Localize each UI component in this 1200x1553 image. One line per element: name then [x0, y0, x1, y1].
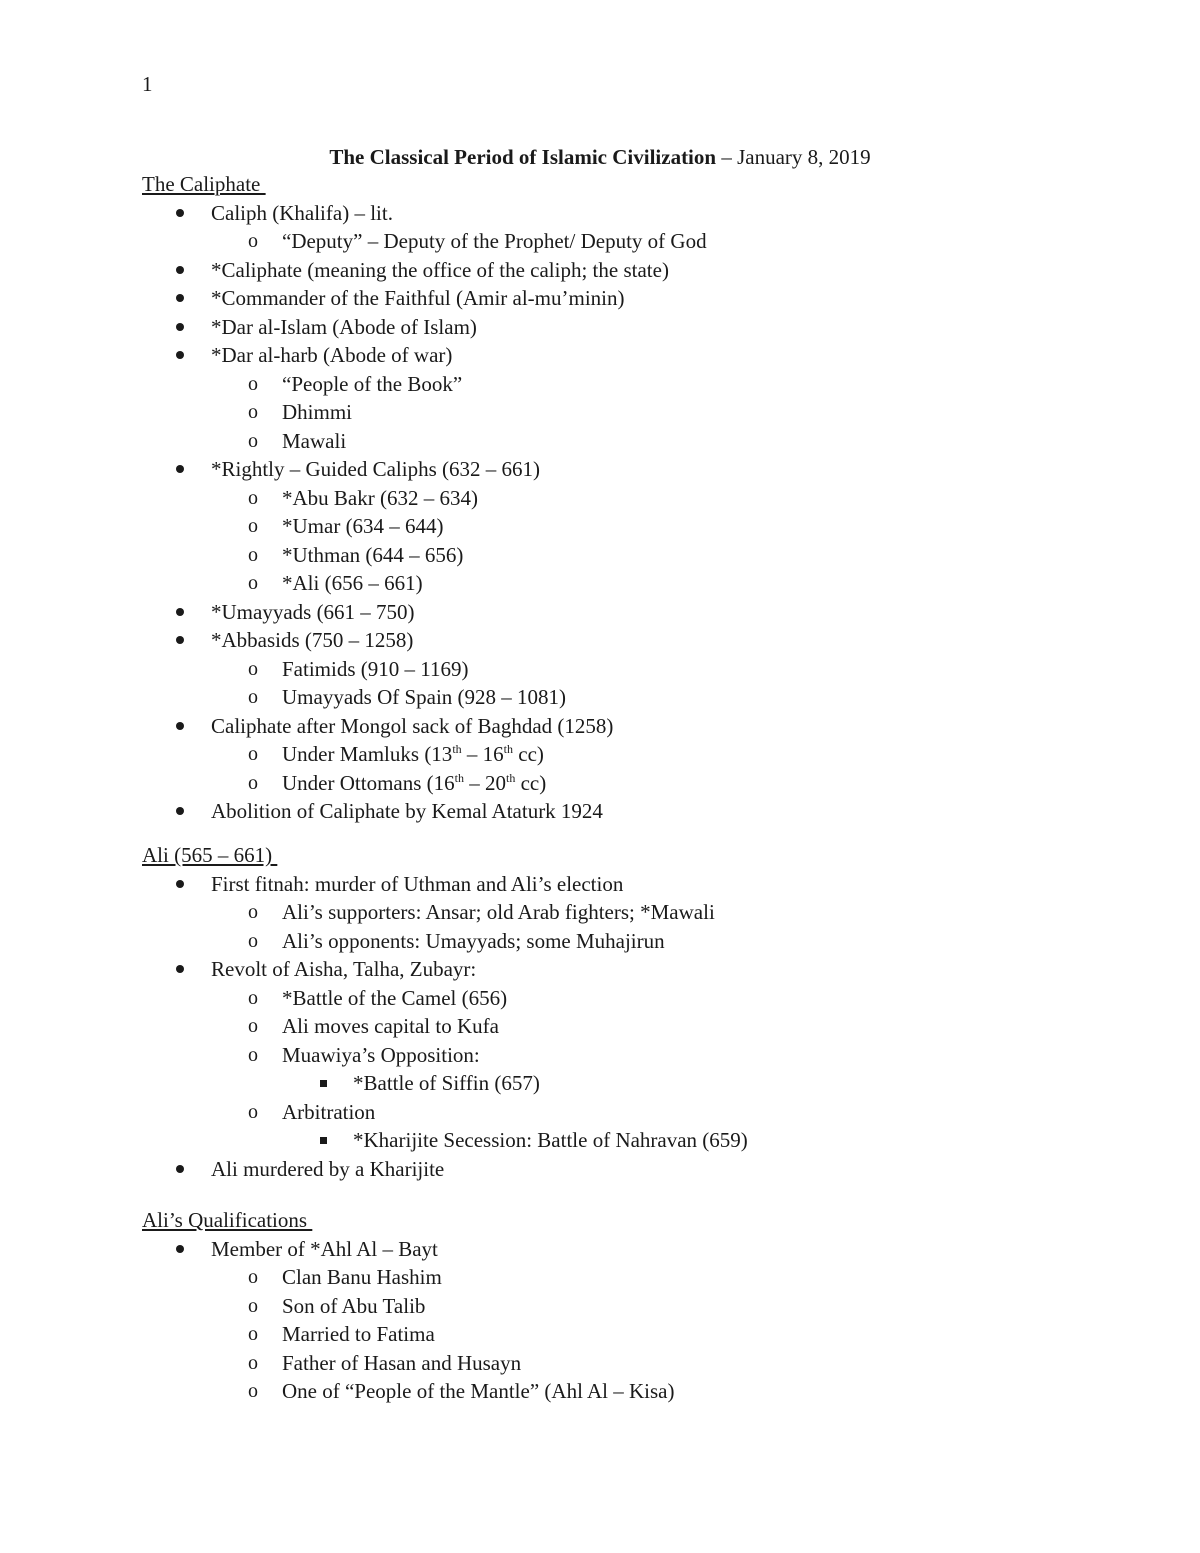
list-item [142, 541, 1142, 570]
bullet-disc-icon [176, 1165, 184, 1173]
list-item-text: Father of Hasan and Husayn [282, 1350, 522, 1375]
list-item [142, 898, 1142, 927]
list-item [142, 769, 1142, 798]
list-item-text: Son of Abu Talib [282, 1293, 426, 1318]
list-item-text: One of “People of the Mantle” (Ahl Al – Kisa) [282, 1379, 675, 1403]
bullet-disc-icon [176, 294, 184, 302]
list-item [142, 1292, 1142, 1321]
list-item-text: Muawiya’s Opposition: [282, 1042, 480, 1067]
list-item [142, 1377, 1142, 1406]
superscript: th [505, 770, 516, 785]
list-item-text: “People of the Book” [282, 371, 463, 396]
bullet-disc-icon [176, 323, 184, 331]
list-item [142, 955, 1142, 984]
list-item [142, 598, 1142, 627]
list-item [142, 1098, 1142, 1127]
list-item-text: First fitnah: murder of Uthman and Ali’s election [211, 871, 624, 896]
bullet-square-icon [320, 1080, 327, 1087]
list-item-text: *Umar (634 – 644) [282, 514, 444, 538]
list-item [142, 256, 1142, 285]
bullet-circle-icon: o [248, 657, 258, 680]
list-item [142, 1155, 1142, 1184]
list-item [142, 626, 1142, 655]
page-number: 1 [142, 72, 153, 96]
list-item-text: Arbitration [282, 1099, 376, 1124]
bullet-disc-icon [176, 465, 184, 473]
bullet-circle-icon: o [248, 230, 258, 252]
list-item [142, 1012, 1142, 1041]
bullet-circle-icon: o [248, 929, 258, 952]
bullet-circle-icon: o [248, 1100, 258, 1123]
list-item [142, 712, 1142, 741]
list-item-text: Member of *Ahl Al – Bayt [211, 1236, 438, 1261]
list-item [142, 797, 1142, 826]
list-item-text: Married to Fatima [282, 1322, 435, 1346]
list-item-text: Revolt of Aisha, Talha, Zubayr: [211, 957, 477, 981]
bullet-disc-icon [176, 965, 184, 973]
list-item-text: *Dar al-harb (Abode of war) [211, 343, 453, 367]
list-item-text: *Abu Bakr (632 – 634) [282, 485, 478, 510]
list-item [142, 484, 1142, 513]
list-item [142, 427, 1142, 456]
text-part: – 20 [463, 770, 506, 795]
list-item-text: *Battle of the Camel (656) [282, 985, 508, 1010]
list-item [142, 870, 1142, 899]
bullet-disc-icon [176, 351, 184, 359]
list-item-text: Clan Banu Hashim [282, 1265, 442, 1289]
list-item [142, 927, 1142, 956]
superscript: th [503, 742, 513, 756]
bullet-circle-icon: o [248, 1323, 258, 1345]
list-item [142, 1069, 1142, 1098]
bullet-disc-icon [176, 266, 184, 274]
list-item-text [282, 742, 544, 766]
bullet-disc-icon [176, 722, 184, 730]
superscript: th [454, 770, 464, 785]
list-item-text: Caliphate after Mongol sack of Baghdad (1258) [211, 713, 614, 738]
list-item-text: *Caliphate (meaning the office of the caliph; the state) [211, 257, 669, 282]
bullet-disc-icon [176, 807, 184, 815]
list-item [142, 227, 1142, 256]
section-alis-qualifications [142, 1206, 1142, 1406]
list-item-text: Dhimmi [282, 400, 353, 424]
bullet-disc-icon [176, 880, 184, 888]
list-item [142, 199, 1142, 228]
bullet-circle-icon: o [248, 543, 258, 566]
list-item-text: Abolition of Caliphate by Kemal Ataturk 1924 [211, 799, 603, 823]
outline-list [142, 870, 1142, 1184]
section-heading: The Caliphate [142, 172, 266, 196]
list-item-text: *Uthman (644 – 656) [282, 542, 464, 567]
bullet-circle-icon: o [248, 771, 258, 794]
text-part: Under Mamluks (13 [282, 742, 453, 766]
list-item [142, 341, 1142, 370]
text-part: cc) [513, 742, 544, 766]
bullet-square-icon [320, 1137, 327, 1144]
bullet-circle-icon: o [248, 572, 258, 594]
page-title [0, 144, 1200, 170]
list-item [142, 398, 1142, 427]
bullet-circle-icon: o [248, 429, 258, 452]
list-item [142, 1041, 1142, 1070]
list-item-text: *Kharijite Secession: Battle of Nahravan (659) [353, 1128, 748, 1152]
bullet-circle-icon: o [248, 1351, 258, 1374]
list-item-text: *Dar al-Islam (Abode of Islam) [211, 314, 477, 339]
text-part: – 16 [461, 742, 504, 766]
list-item [142, 984, 1142, 1013]
bullet-circle-icon: o [248, 486, 258, 509]
list-item [142, 455, 1142, 484]
section-ali [142, 841, 1142, 1183]
bullet-circle-icon: o [248, 1043, 258, 1066]
list-item [142, 740, 1142, 769]
text-part: cc) [515, 770, 547, 795]
list-item [142, 1126, 1142, 1155]
outline-list [142, 1235, 1142, 1406]
list-item [142, 683, 1142, 712]
list-item [142, 569, 1142, 598]
list-item-text: Fatimids (910 – 1169) [282, 656, 469, 681]
bullet-circle-icon: o [248, 515, 258, 537]
outline-list [142, 199, 1142, 826]
list-item-text: *Rightly – Guided Caliphs (632 – 661) [211, 457, 540, 481]
list-item [142, 1263, 1142, 1292]
section-heading: Ali (565 – 661) [142, 843, 278, 867]
list-item-text: *Ali (656 – 661) [282, 571, 423, 595]
list-item-text: Ali’s supporters: Ansar; old Arab fighters; *Mawali [282, 900, 715, 924]
bullet-disc-icon [176, 608, 184, 616]
list-item-text [282, 771, 546, 795]
list-item-text: Umayyads Of Spain (928 – 1081) [282, 685, 567, 709]
text-part: Under Ottomans (16 [282, 770, 455, 795]
list-item [142, 512, 1142, 541]
bullet-circle-icon: o [248, 1294, 258, 1317]
list-item-text: Ali’s opponents: Umayyads; some Muhajirun [282, 928, 665, 953]
list-item [142, 370, 1142, 399]
bullet-disc-icon [176, 636, 184, 644]
section-heading: Ali’s Qualifications [142, 1208, 313, 1232]
list-item [142, 1235, 1142, 1264]
bullet-disc-icon [176, 1245, 184, 1253]
bullet-circle-icon: o [248, 1380, 258, 1402]
list-item-text: *Battle of Siffin (657) [353, 1071, 540, 1095]
bullet-circle-icon: o [248, 401, 258, 423]
list-item-text: Caliph (Khalifa) – lit. [211, 200, 393, 225]
section-the-caliphate [142, 170, 1142, 826]
list-item-text: *Umayyads (661 – 750) [211, 599, 415, 624]
list-item-text: *Abbasids (750 – 1258) [211, 628, 414, 652]
bullet-circle-icon: o [248, 1015, 258, 1037]
title-main: The Classical Period of Islamic Civilization [329, 145, 717, 169]
list-item-text: Ali moves capital to Kufa [282, 1014, 499, 1038]
superscript: th [452, 742, 462, 756]
title-date: – January 8, 2019 [716, 145, 871, 169]
bullet-disc-icon [176, 209, 184, 217]
list-item [142, 1349, 1142, 1378]
list-item-text: *Commander of the Faithful (Amir al-mu’minin) [211, 286, 625, 310]
bullet-circle-icon: o [248, 743, 258, 765]
bullet-circle-icon: o [248, 901, 258, 923]
bullet-circle-icon: o [248, 986, 258, 1009]
list-item-text: “Deputy” – Deputy of the Prophet/ Deputy of God [282, 229, 707, 253]
bullet-circle-icon: o [248, 372, 258, 395]
list-item [142, 655, 1142, 684]
bullet-circle-icon: o [248, 1266, 258, 1288]
bullet-circle-icon: o [248, 686, 258, 708]
list-item [142, 313, 1142, 342]
list-item [142, 284, 1142, 313]
list-item [142, 1320, 1142, 1349]
list-item-text: Mawali [282, 428, 347, 453]
list-item-text: Ali murdered by a Kharijite [211, 1156, 445, 1181]
